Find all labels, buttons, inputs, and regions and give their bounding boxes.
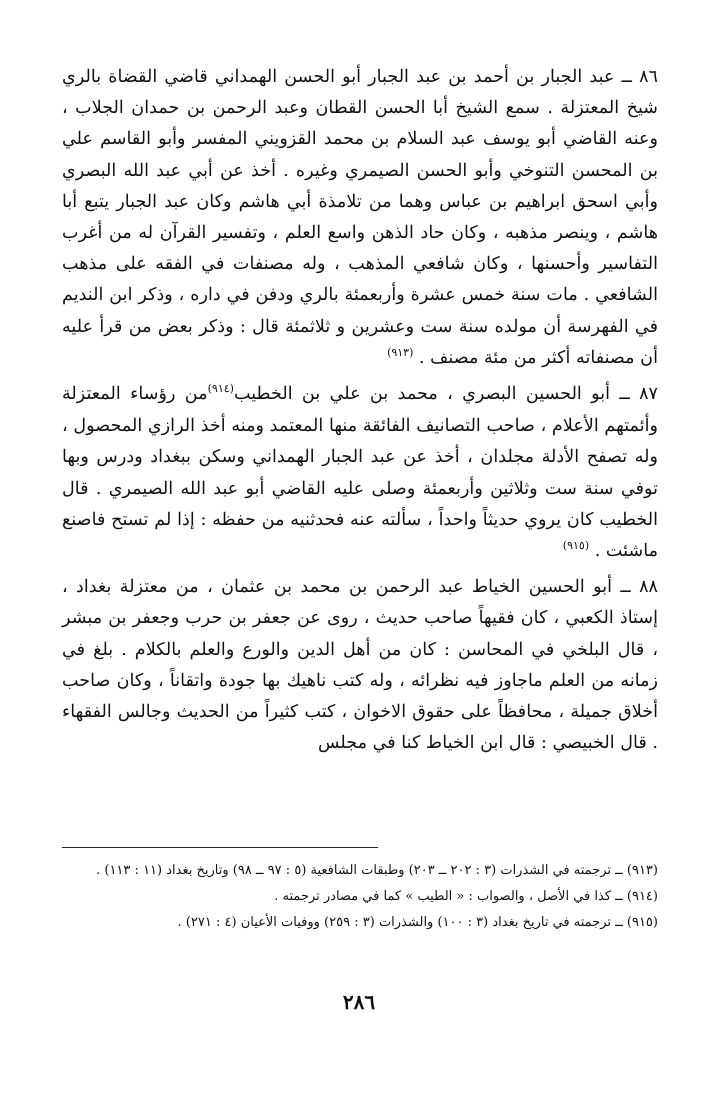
entry-86 [62, 62, 658, 375]
footnote: (٩١٤) ــ كذا في الأصل ، والصواب : « الطيب » كما في مصادر ترجمته . [274, 889, 658, 904]
main-text [62, 62, 658, 763]
footnote-divider [62, 847, 378, 848]
page-number: ٢٨٦ [342, 990, 376, 1014]
entry-text: من رؤساء المعتزلة وأئمتهم الأعلام ، صاحب التصانيف الفائقة منها المعتمد ومنه أخذ الرازي المحصول ، وله تصفح الأدلة مجلدان ، أخذ عن عبد الجبار الهمداني وسكن ببغداد ودرس وبها توفي سنة ست وثلاثين وأربعمئة وصلى عليه القاضي أبو عبد الله الصيمري . قال الخطيب كان يروي حديثاً واحداً ، سألته عنه فحدثنيه من حفظه : إذا لم تستح فاصنع ماشئت . [62, 384, 658, 562]
footnotes [62, 860, 658, 938]
footnote: (٩١٥) ــ ترجمته في تاريخ بغداد (٣ : ١٠٠) والشذرات (٣ : ٢٥٩) ووفيات الأعيان (٤ : ٢٧١) . [177, 915, 658, 930]
entry-text: ٨٨ ــ أبو الحسين الخياط عبد الرحمن بن محمد بن عثمان ، من معتزلة بغداد ، إستاذ الكعبي ، كان فقيهاً صاحب حديث ، روى عن جعفر بن حرب وجعفر بن مبشر ، قال البلخي في المحاسن : كان من أهل الدين والورع والعلم بالكلام . بلغ في زمانه من العلم ماجاوز فيه نظرائه ، وله كتب ناهيك بها جودة واتقاناً ، وكان صاحب أخلاق جميلة ، محافظاً على حقوق الاخوان ، كتب كثيراً من الحديث وجالس الفقهاء . قال الخبيصي : قال ابن الخياط كنا في مجلس [62, 577, 658, 754]
footnote-ref: (٩١٤) [207, 382, 234, 396]
entry-text: ٨٧ ــ أبو الحسين البصري ، محمد بن علي بن الخطيب [233, 384, 658, 405]
footnote: (٩١٣) ــ ترجمته في الشذرات (٣ : ٢٠٢ ــ ٢٠٣) وطبقات الشافعية (٥ : ٩٧ ــ ٩٨) وتاريخ بغداد (١١ : ١١٣) . [96, 863, 658, 878]
entry-text: ٨٦ ــ عبد الجبار بن أحمد بن عبد الجبار أبو الحسن الهمداني قاضي القضاة بالري شيخ المعتزلة . سمع الشيخ أبا الحسن القطان وعبد الرحمن بن حمدان الجلاب ، وعنه القاضي أبو يوسف عبد السلام بن محمد القزويني المفسر وأبو القاسم علي بن المحسن التنوخي وأبو الحسن الصيمري وغيره . أخذ عن أبي عبد الله البصري وأبي اسحق ابراهيم بن عباس وهما من تلامذة أبي هاشم وكان عبد الجبار يتبع أبا هاشم ، وينصر مذهبه ، وكان حاد الذهن واسع العلم ، وتفسير القرآن له من أغرب التفاسير وأحسنها ، وكان شافعي المذهب ، وله مصنفات في الفقه على مذهب الشافعي . مات سنة خمس عشرة وأربعمئة بالري ودفن في داره ، وذكر ابن النديم في الفهرسة أن مولده سنة ست وعشرين و ثلاثمئة قال : وذكر بعض من قرأ عليه أن مصنفاته أكثر من مئة مصنف . [62, 67, 658, 368]
footnote-ref: (٩١٥) [562, 539, 590, 553]
entry-88 [62, 572, 658, 759]
footnote-ref: (٩١٣) [387, 345, 414, 359]
entry-87 [62, 379, 658, 568]
